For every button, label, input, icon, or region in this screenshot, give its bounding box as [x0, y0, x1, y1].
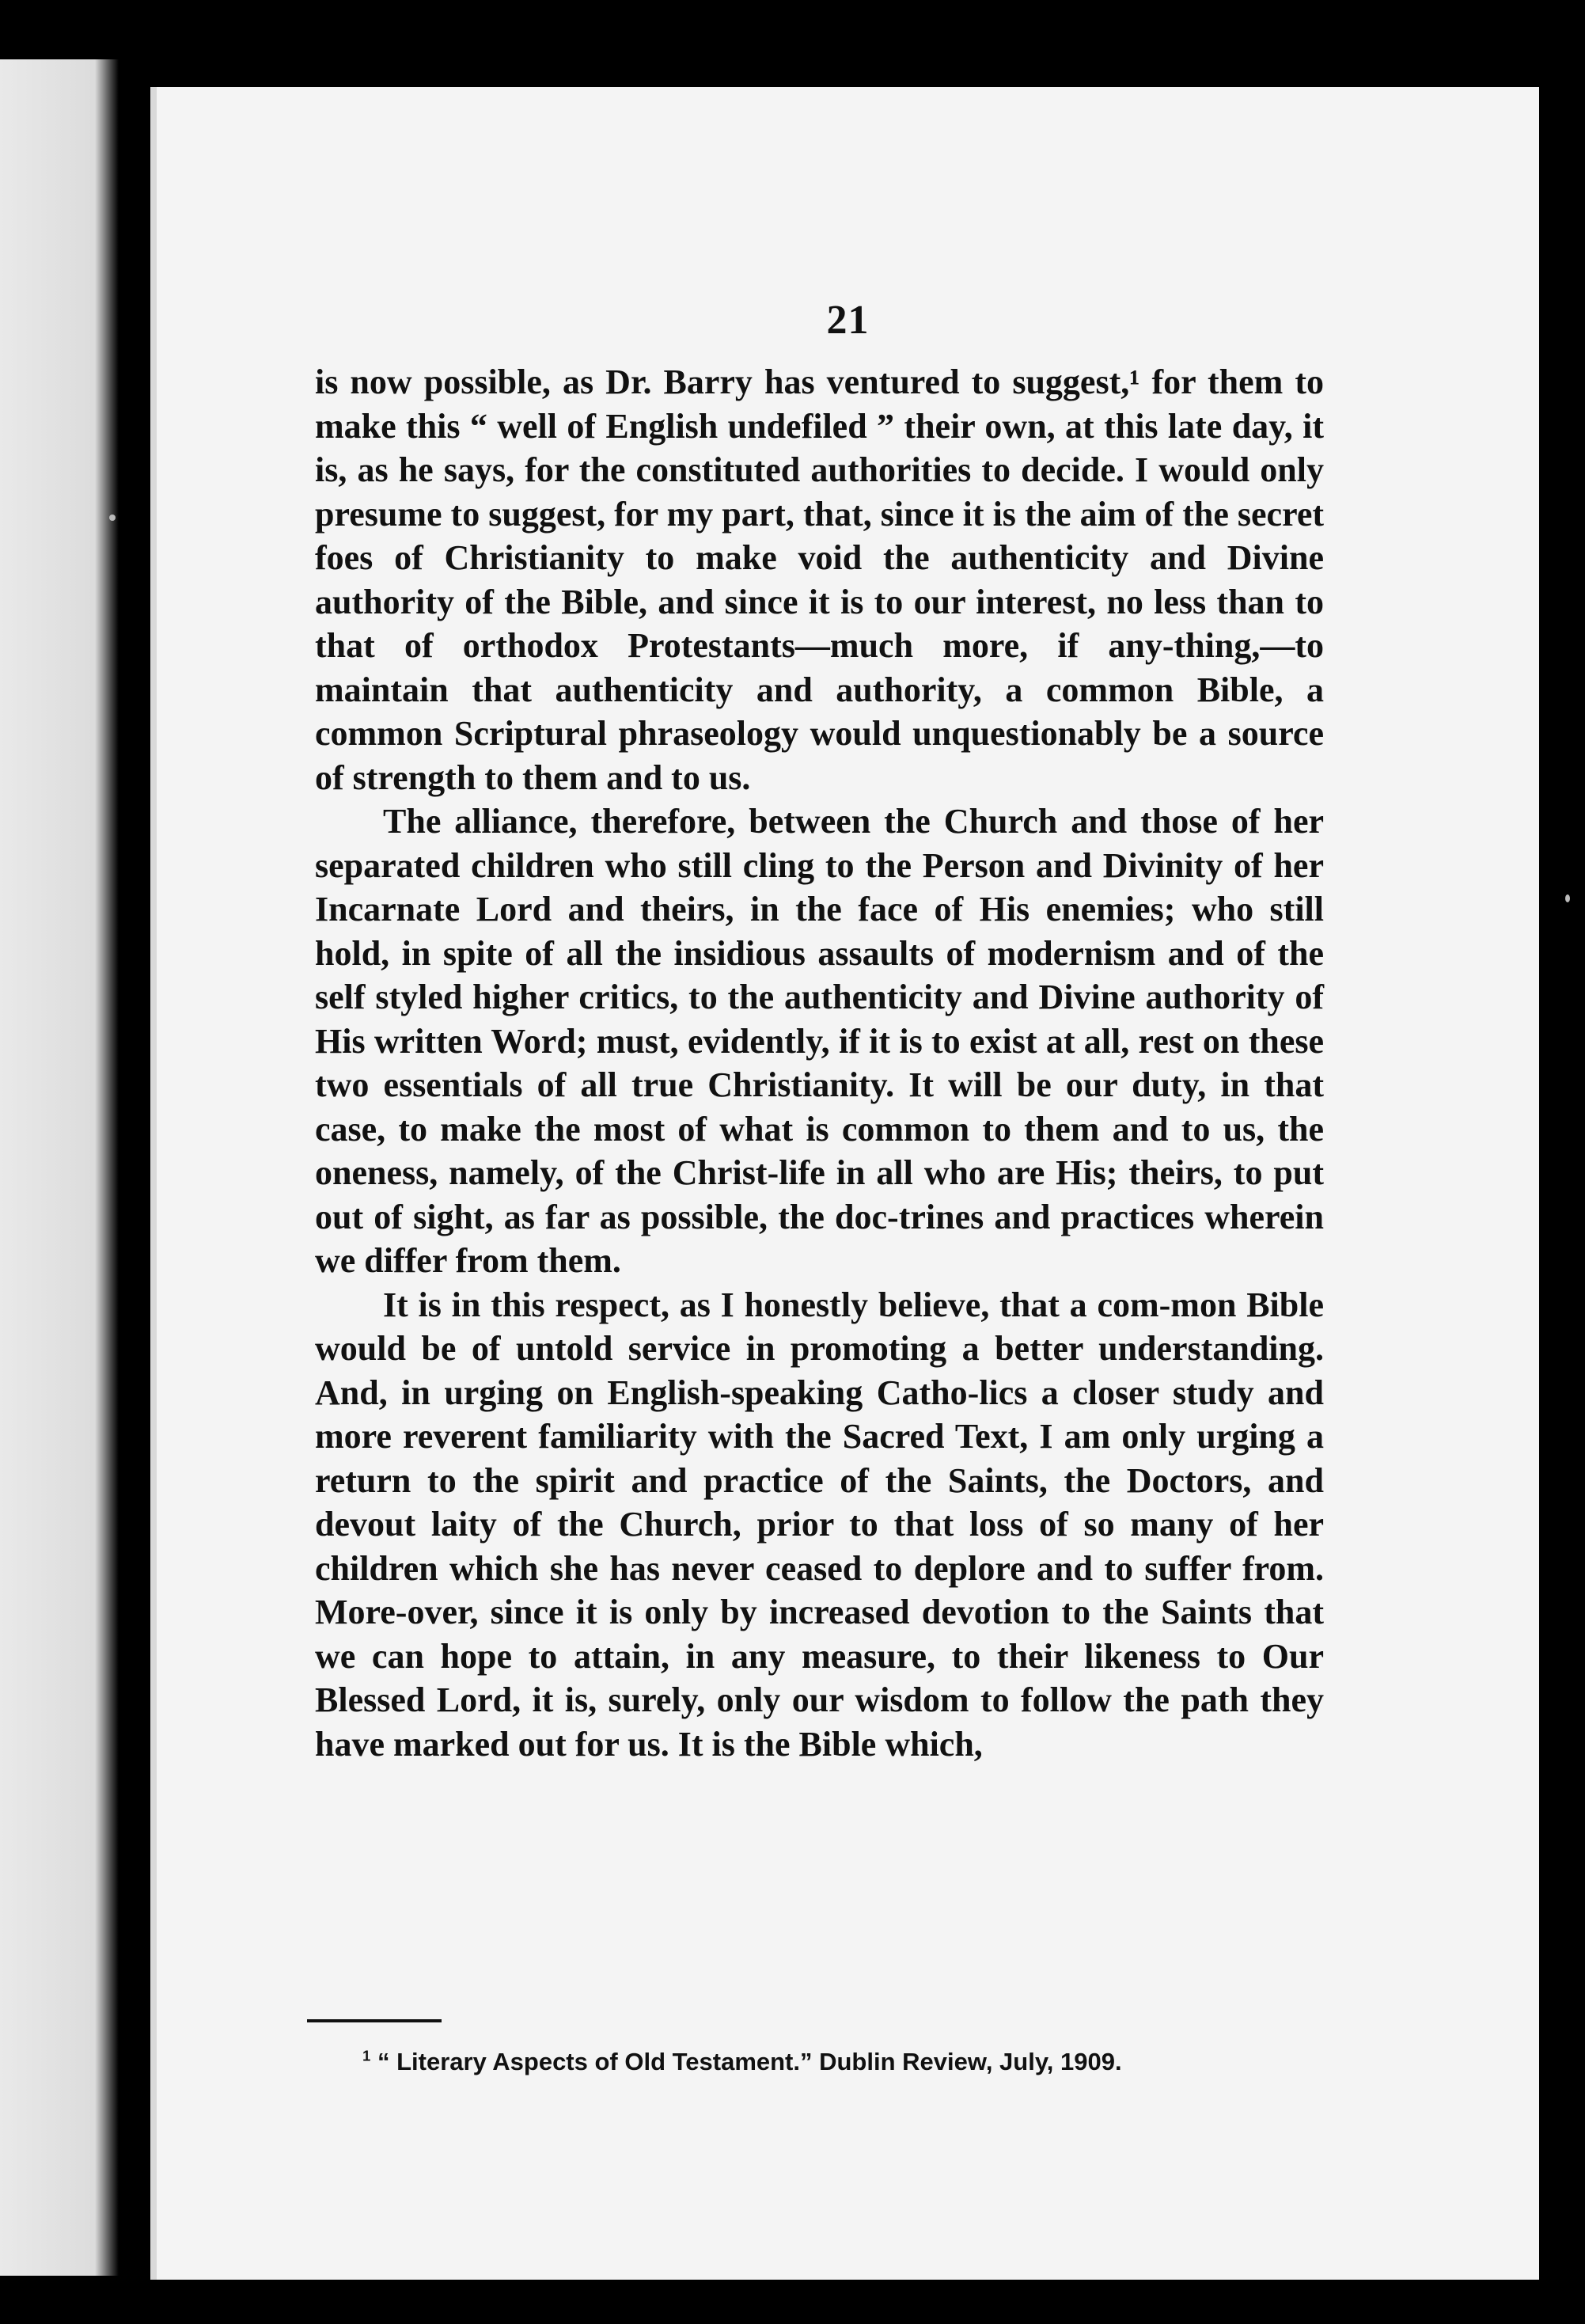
scan-speck [1565, 894, 1570, 902]
facing-page-edge [0, 59, 119, 2276]
footnote [362, 2046, 1391, 2078]
book-page [150, 87, 1539, 2280]
footnote-text: “ Literary Aspects of Old Testament.” Dublin Review, July, 1909. [377, 2048, 1122, 2075]
footnote-rule [307, 2019, 442, 2022]
footnote-marker: 1 [362, 2047, 371, 2064]
paragraph-2: The alliance, therefore, between the Church and those of her separated children who still cling to the Person and Divinity of her Incarnate Lord and theirs, in the face of His enemies; who still hold, in spite of all the insidious assaults of modernism and of the self styled higher critics, to the authenticity and Divine authority of His written Word; must, evidently, if it is to exist at all, rest on these two essentials of all true Christianity. It will be our duty, in that case, to make the most of what is common to them and to us, the oneness, namely, of the Christ-life in all who are His; theirs, to put out of sight, as far as possible, the doc-trines and practices wherein we differ from them. [315, 802, 1324, 1280]
body-text [315, 360, 1324, 1766]
paragraph-3: It is in this respect, as I honestly believe, that a com-mon Bible would be of untold service in promoting a better understanding. And, in urging on English-speaking Catho-lics a closer study and more reverent familiarity with the Sacred Text, I am only urging a return to the spirit and practice of the Saints, the Doctors, and devout laity of the Church, prior to that loss of so many of her children which she has never ceased to deplore and to suffer from. More-over, since it is only by increased devotion to the Saints that we can hope to attain, in any measure, to their likeness to Our Blessed Lord, it is, surely, only our wisdom to follow the path they have marked out for us. It is the Bible which, [315, 1285, 1324, 1764]
page-number: 21 [826, 298, 870, 343]
scan-speck [109, 515, 116, 521]
paragraph-1: is now possible, as Dr. Barry has ventured to suggest,¹ for them to make this “ well of English undefiled ” their own, at this late day, it is, as he says, for the constituted authorities to decide. I would only presume to suggest, for my part, that, since it is the aim of the secret foes of Christianity to make void the authenticity and Divine authority of the Bible, and since it is to our interest, no less than to that of orthodox Protestants—much more, if any-thing,—to maintain that authenticity and authority, a common Bible, a common Scriptural phraseology would unquestionably be a source of strength to them and to us. [315, 363, 1324, 797]
